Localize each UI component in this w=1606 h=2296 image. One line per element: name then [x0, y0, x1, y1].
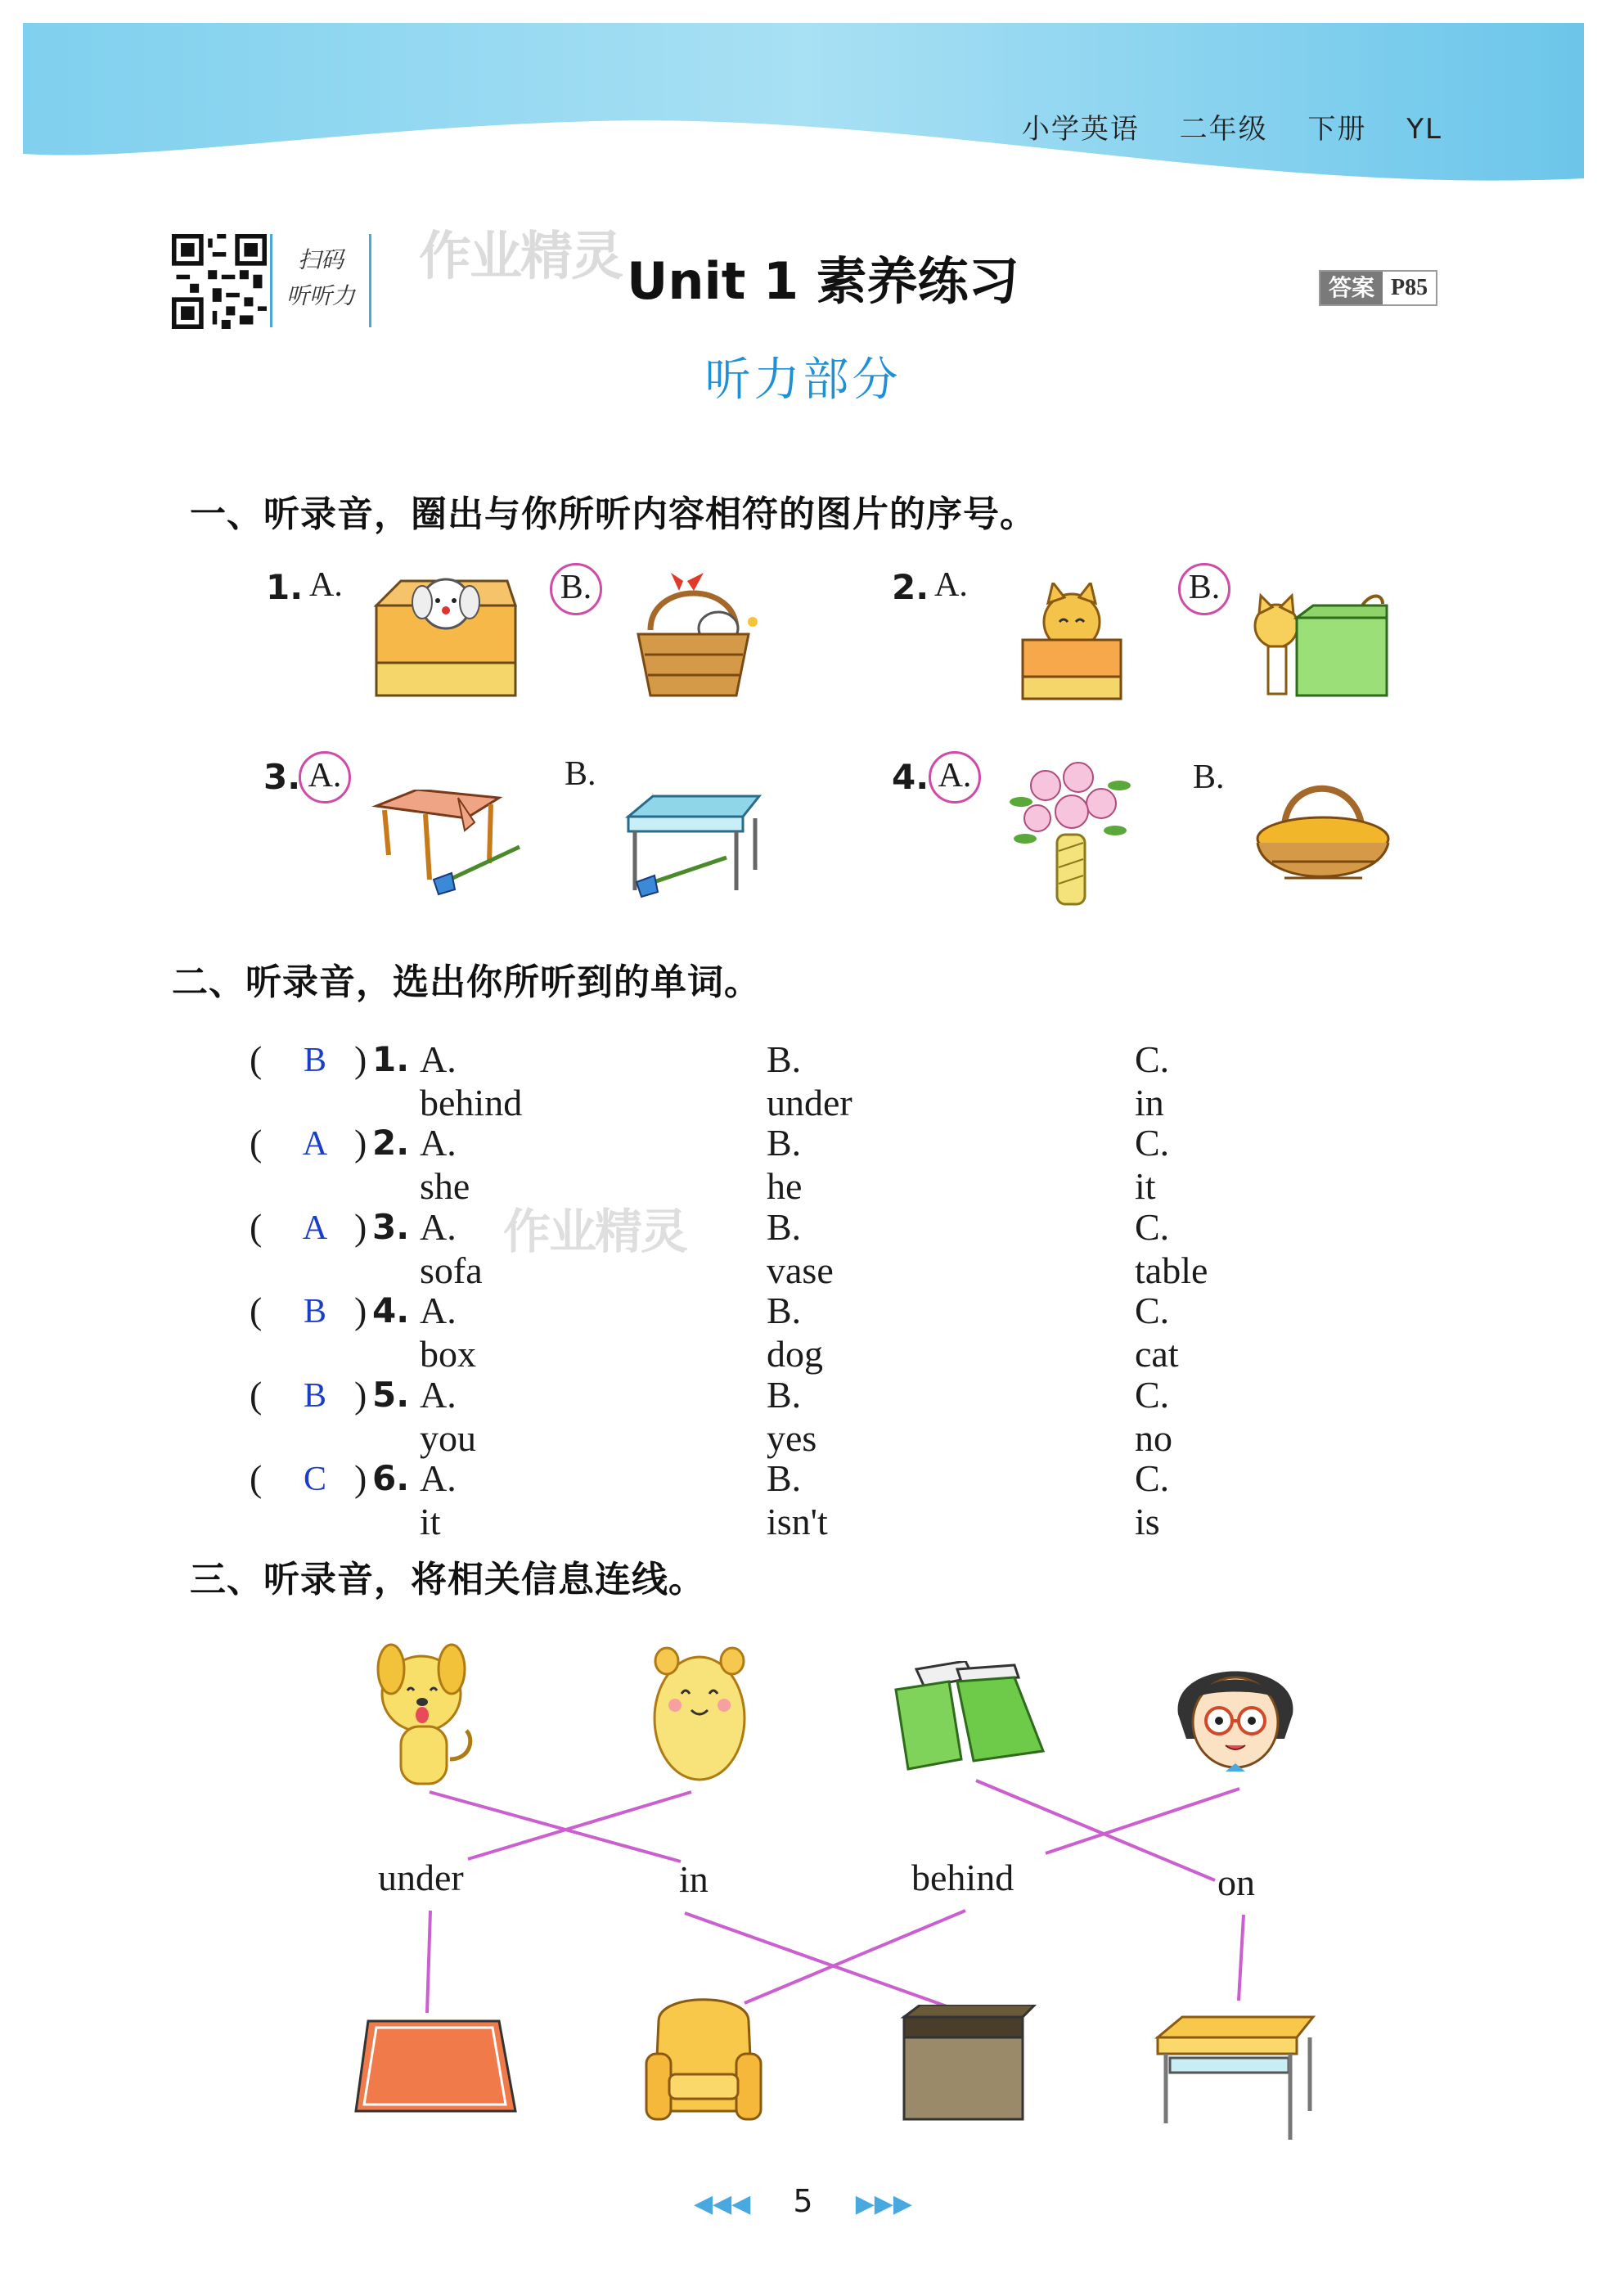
- page-number: 5: [793, 2183, 813, 2219]
- option-b: B. isn't: [767, 1457, 828, 1542]
- volume-label: 下册: [1307, 113, 1367, 146]
- answer-tag: 答案: [1320, 272, 1383, 304]
- part1-item3-number: 3.: [263, 757, 301, 797]
- qr-code-icon[interactable]: [172, 234, 267, 329]
- part1-item1-option-b: [550, 563, 602, 615]
- part1-item3-option-b: B.: [565, 755, 596, 793]
- answer-value[interactable]: A: [302, 1125, 328, 1163]
- word-under: under: [378, 1857, 464, 1898]
- option-c: C. in: [1135, 1038, 1170, 1123]
- paren-close: ): [354, 1374, 367, 1416]
- flowers-in-vase-icon: [1005, 753, 1136, 908]
- paren-open: (: [250, 1374, 263, 1416]
- watermark: 作业精灵: [419, 227, 622, 287]
- option-c: C. cat: [1135, 1290, 1179, 1375]
- paren-open: (: [250, 1457, 263, 1499]
- part1-item2-option-a: A.: [934, 566, 968, 604]
- basket-icon: [1248, 765, 1395, 904]
- option-a: A. she: [420, 1122, 470, 1207]
- rug-icon: [352, 2013, 524, 2119]
- part1-item4-number: 4.: [892, 757, 929, 797]
- prev-arrows-icon[interactable]: ◀◀◀: [694, 2190, 751, 2218]
- dog-icon: [368, 1636, 483, 1788]
- box-icon: [900, 2005, 1039, 2123]
- option-b: B. dog: [767, 1290, 823, 1375]
- page-footer: [0, 2183, 1606, 2219]
- answer-value[interactable]: C: [303, 1461, 326, 1498]
- broom-under-desk-icon: [620, 792, 763, 898]
- part1-item1-number: 1.: [266, 567, 304, 607]
- answer-page: P85: [1391, 275, 1428, 300]
- armchair-icon: [638, 1988, 769, 2127]
- paren-close: ): [354, 1206, 367, 1248]
- books-icon: [892, 1661, 1047, 1780]
- paren-close: ): [354, 1457, 367, 1499]
- answer-circle: B.: [1178, 563, 1230, 615]
- word-behind: behind: [911, 1857, 1014, 1898]
- paren-open: (: [250, 1290, 263, 1331]
- part2-heading: 二、听录音，选出你所听到的单词。: [172, 961, 761, 1003]
- desk-icon: [1149, 2013, 1321, 2144]
- header-band: [23, 23, 1584, 187]
- part1-item1-option-a: A.: [309, 566, 343, 604]
- match-line-hamster-under: [468, 1792, 691, 1859]
- subject-label: 小学英语: [1021, 113, 1140, 146]
- paren-open: (: [250, 1038, 263, 1080]
- option-c: C. is: [1135, 1457, 1170, 1542]
- answer-value[interactable]: B: [303, 1377, 326, 1415]
- scan-label-line1: 扫码: [297, 246, 344, 273]
- option-b: B. vase: [767, 1206, 834, 1291]
- paren-close: ): [354, 1122, 367, 1164]
- option-a: A. it: [420, 1457, 457, 1542]
- question-number: 2.: [372, 1123, 410, 1163]
- answer-circle: A.: [299, 751, 351, 804]
- match-line-on-desk: [1239, 1915, 1244, 2001]
- answer-reference[interactable]: [1319, 270, 1437, 306]
- girl-icon: [1162, 1649, 1309, 1788]
- answer-value[interactable]: B: [303, 1042, 326, 1079]
- question-number: 1.: [372, 1039, 410, 1079]
- option-c: C. it: [1135, 1122, 1170, 1207]
- paren-close: ): [354, 1038, 367, 1080]
- grade-label: 二年级: [1179, 113, 1268, 146]
- answer-circle: B.: [550, 563, 602, 615]
- section-title: 听力部分: [704, 353, 902, 407]
- part1-item4-option-b: B.: [1193, 759, 1225, 796]
- match-line-under-rug: [427, 1911, 430, 2013]
- part1-item2-number: 2.: [892, 567, 929, 607]
- option-a: A. behind: [420, 1038, 523, 1123]
- unit-title: Unit 1 素养练习: [627, 251, 1019, 311]
- option-b: B. under: [767, 1038, 852, 1123]
- part1-heading: 一、听录音，圈出与你所听内容相符的图片的序号。: [190, 493, 1037, 535]
- paren-open: (: [250, 1122, 263, 1164]
- part1-item3-option-a: [299, 751, 351, 804]
- part1-item2-option-b: [1178, 563, 1230, 615]
- option-a: A. you: [420, 1374, 476, 1459]
- part3-heading: 三、听录音，将相关信息连线。: [190, 1559, 705, 1600]
- question-number: 4.: [372, 1290, 410, 1330]
- question-number: 3.: [372, 1207, 410, 1247]
- question-number: 5.: [372, 1375, 410, 1415]
- puppy-in-basket-icon: [622, 573, 765, 704]
- answer-value[interactable]: B: [303, 1293, 326, 1330]
- word-in: in: [679, 1858, 709, 1900]
- paren-open: (: [250, 1206, 263, 1248]
- match-line-behind-armchair: [745, 1911, 965, 2003]
- option-a: A. box: [420, 1290, 476, 1375]
- answer-circle: A.: [929, 751, 981, 804]
- cat-in-box-icon: [1019, 583, 1125, 701]
- cat-behind-box-icon: [1248, 589, 1395, 704]
- watermark: 作业精灵: [503, 1204, 687, 1259]
- next-arrows-icon[interactable]: ▶▶▶: [855, 2190, 912, 2218]
- puppy-in-box-icon: [368, 573, 524, 704]
- answer-value[interactable]: A: [302, 1209, 328, 1247]
- option-c: C. no: [1135, 1374, 1172, 1459]
- option-a: A. sofa: [420, 1206, 483, 1291]
- edition-label: YL: [1406, 113, 1442, 146]
- part1-item4-option-a: [929, 751, 981, 804]
- option-b: B. yes: [767, 1374, 817, 1459]
- scan-label-line2: 听听力: [286, 282, 355, 309]
- question-number: 6.: [372, 1458, 410, 1498]
- match-line-girl-behind: [1046, 1789, 1239, 1853]
- paren-close: ): [354, 1290, 367, 1331]
- option-b: B. he: [767, 1122, 803, 1207]
- word-on: on: [1217, 1862, 1255, 1903]
- broom-under-table-icon: [368, 790, 524, 896]
- option-c: C. table: [1135, 1206, 1208, 1291]
- match-line-dog-in: [430, 1792, 681, 1862]
- scan-listen-label[interactable]: [270, 234, 371, 327]
- book-info: [992, 106, 1442, 146]
- hamster-icon: [642, 1636, 757, 1788]
